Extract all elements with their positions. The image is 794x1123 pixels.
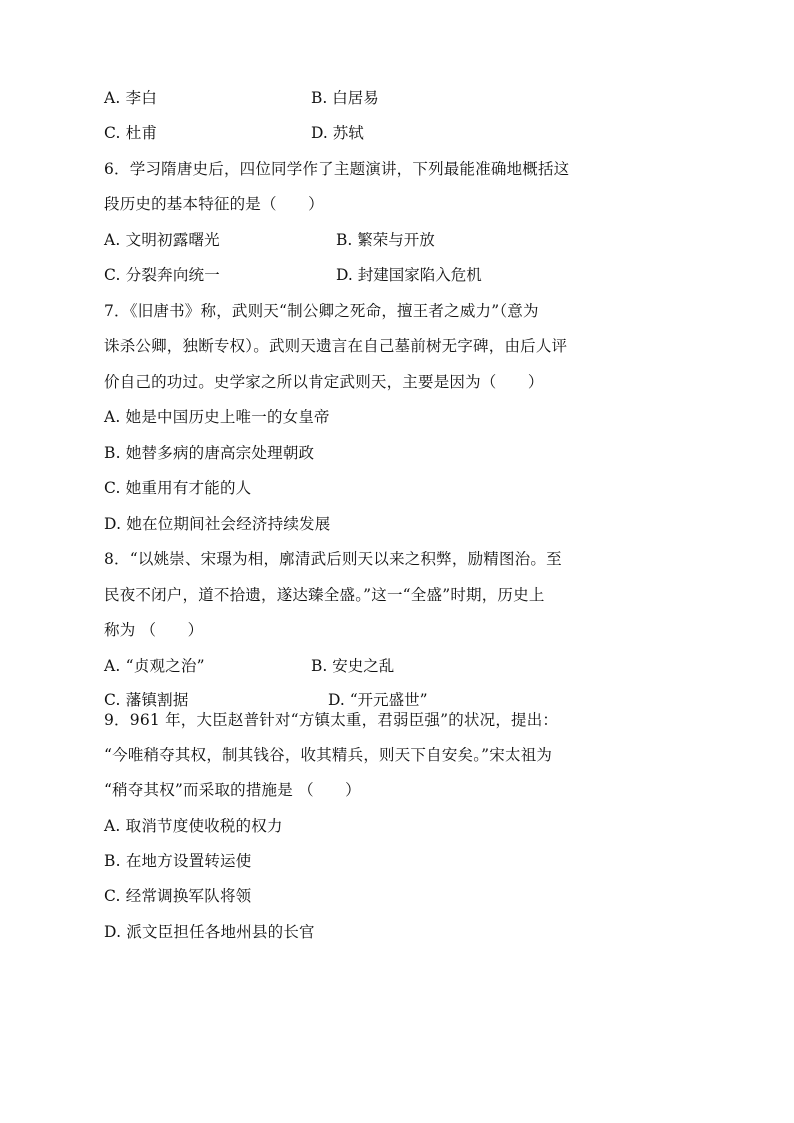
q8-stem-line-2: 民夜不闭户，道不拾遗，遂达臻全盛。”这一“全盛”时期，历史上	[104, 586, 545, 604]
q9-stem-line-3: “稍夺其权”而采取的措施是 （ ）	[104, 781, 361, 799]
q8-option-c: C. 藩镇割据	[104, 691, 189, 709]
q6-option-d: D. 封建国家陷入危机	[336, 266, 482, 284]
q5-option-c: C. 杜甫	[104, 124, 158, 142]
q8-option-a: A. “贞观之治”	[104, 657, 205, 675]
q6-option-b: B. 繁荣与开放	[336, 231, 435, 249]
q8-stem-line-3: 称为 （ ）	[104, 621, 204, 639]
q9-stem-line-2: “今唯稍夺其权，制其钱谷，收其精兵，则天下自安矣。”宋太祖为	[104, 746, 553, 764]
q6-option-c: C. 分裂奔向统一	[104, 266, 220, 284]
q9-stem-line-1: 9．961 年，大臣赵普针对“方镇太重，君弱臣强”的状况，提出：	[104, 711, 559, 729]
q8-stem-line-1: 8．“以姚崇、宋璟为相，廓清武后则天以来之积弊，励精图治。至	[104, 550, 562, 568]
q6-option-a: A. 文明初露曙光	[104, 231, 220, 249]
q6-stem-line-2: 段历史的基本特征的是（ ）	[104, 195, 324, 213]
q9-option-b: B. 在地方设置转运使	[104, 852, 252, 870]
q9-option-d: D. 派文臣担任各地州县的长官	[104, 923, 315, 941]
q5-option-a: A. 李白	[104, 89, 158, 107]
q7-option-a: A. 她是中国历史上唯一的女皇帝	[104, 408, 330, 426]
q9-option-a: A. 取消节度使收税的权力	[104, 817, 283, 835]
q7-option-b: B. 她替多病的唐高宗处理朝政	[104, 444, 315, 462]
q7-stem-line-1: 7．《旧唐书》称，武则天“制公卿之死命，擅王者之威力”（意为	[104, 302, 539, 320]
q6-stem-line-1: 6．学习隋唐史后，四位同学作了主题演讲，下列最能准确地概括这	[104, 160, 570, 178]
q7-stem-line-2: 诛杀公卿，独断专权）。武则天遗言在自己墓前树无字碑，由后人评	[104, 337, 568, 355]
q7-stem-line-3: 价自己的功过。史学家之所以肯定武则天，主要是因为（ ）	[104, 373, 544, 391]
q9-option-c: C. 经常调换军队将领	[104, 887, 252, 905]
q7-option-d: D. 她在位期间社会经济持续发展	[104, 515, 331, 533]
q8-option-d: D. “开元盛世”	[328, 691, 428, 709]
q5-option-b: B. 白居易	[311, 89, 379, 107]
q5-option-d: D. 苏轼	[311, 124, 364, 142]
q7-option-c: C. 她重用有才能的人	[104, 479, 252, 497]
q8-option-b: B. 安史之乱	[311, 657, 395, 675]
